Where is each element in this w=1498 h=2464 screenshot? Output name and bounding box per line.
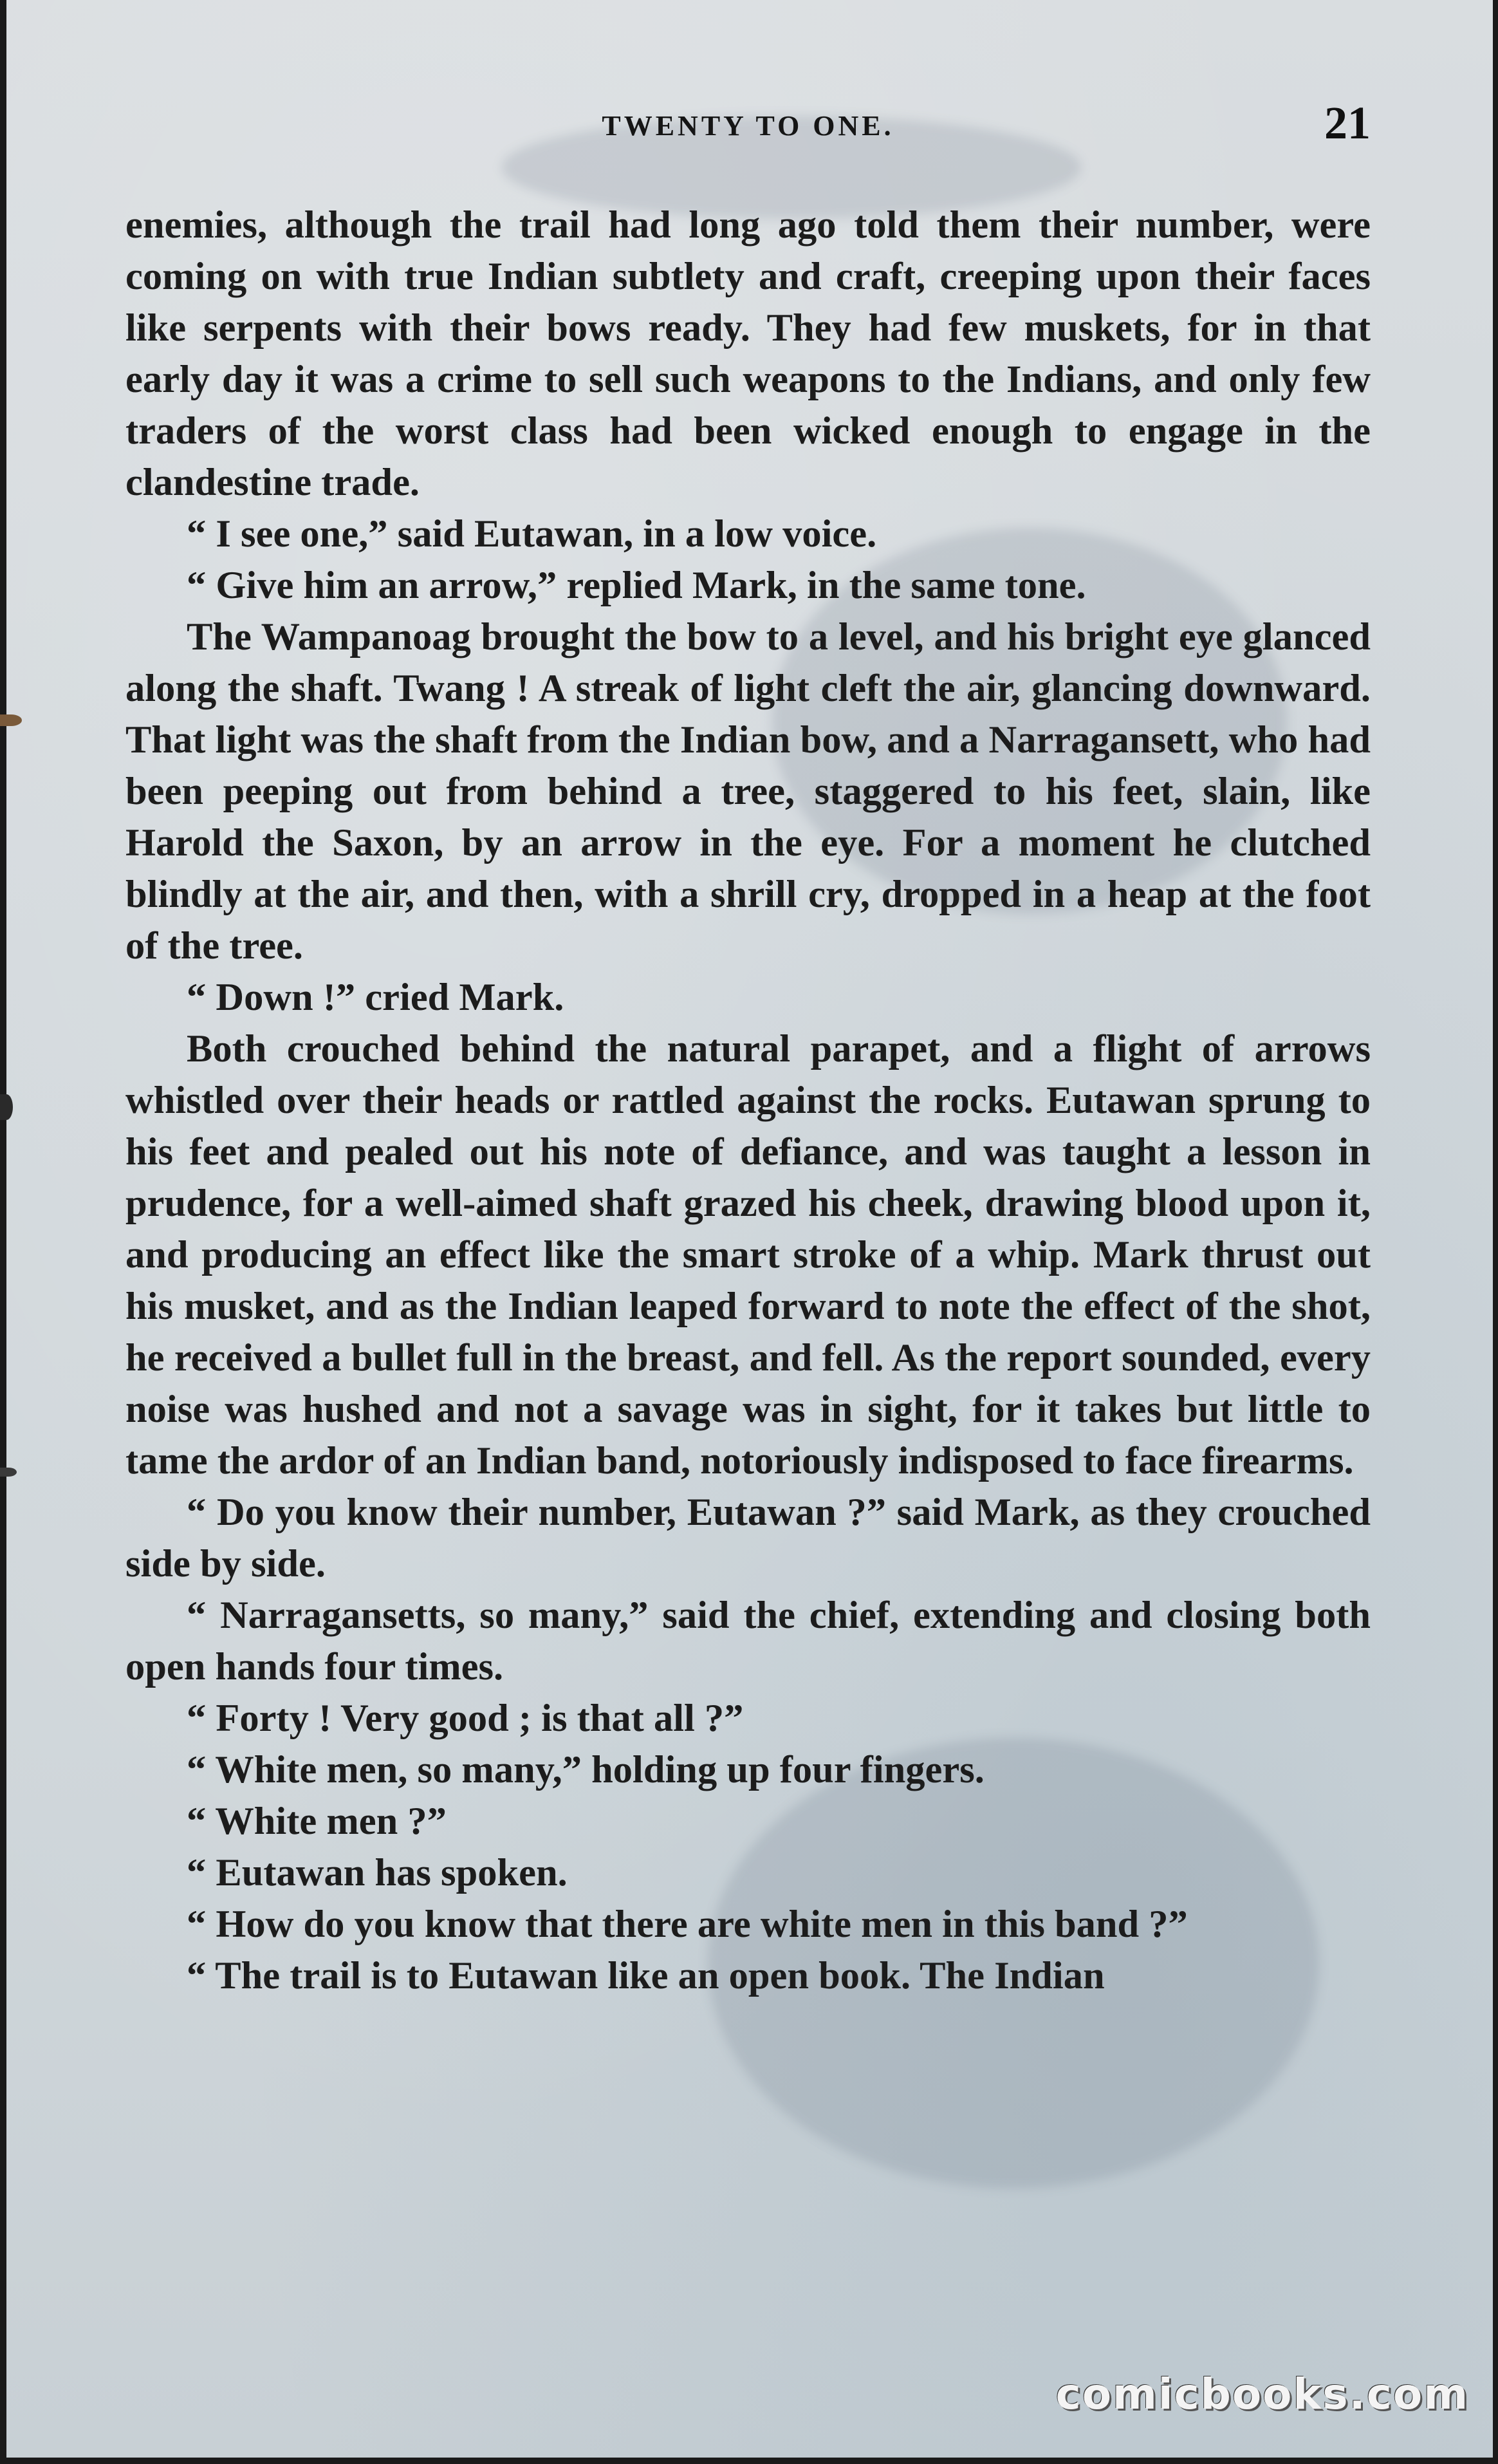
paragraph: “ Give him an arrow,” replied Mark, in the same tone. (187, 564, 1086, 607)
paragraph: “ Forty ! Very good ; is that all ?” (187, 1697, 744, 1740)
body-text (125, 200, 1371, 2002)
page-tear-mark (0, 1094, 13, 1120)
page-number: 21 (1324, 97, 1371, 149)
paragraph: The Wampanoag brought the bow to a level, and his bright eye glanced along the shaft. Twang ! A streak of light cleft the air, glancing downward. That light was the shaft from the Indian bow, and a Narragansett, who had been peeping out from behind a tree, staggered to his feet, slain, like Harold the Saxon, by an arrow in the eye. For a moment he clutched blindly at the air, and then, with a shrill cry, dropped in a heap at the foot of the tree. (125, 615, 1371, 967)
site-watermark: comicbooks.com (1055, 2369, 1469, 2419)
paragraph: “ White men ?” (187, 1800, 447, 1843)
page-tear-mark (0, 714, 22, 726)
paragraph: “ White men, so many,” holding up four fingers. (187, 1748, 985, 1791)
scan-edge-left (0, 0, 6, 2464)
paragraph: “ The trail is to Eutawan like an open book. The Indian (187, 1954, 1105, 1997)
running-head: TWENTY TO ONE. (602, 110, 894, 142)
paragraph: “ Do you know their number, Eutawan ?” said Mark, as they crouched side by side. (125, 1491, 1371, 1585)
scan-edge-bottom (0, 2458, 1498, 2464)
paragraph: “ Eutawan has spoken. (187, 1851, 568, 1894)
paragraph: enemies, although the trail had long ago told them their number, were coming on with true Indian subtlety and craft, creeping upon their faces like serpents with their bows ready. They had few muskets, for in that early day it was a crime to sell such weapons to the Indians, and only few traders of the worst class had been wicked enough to engage in the clandestine trade. (125, 203, 1371, 504)
scan-edge-right (1493, 0, 1498, 2464)
paragraph: “ Down !” cried Mark. (187, 976, 564, 1019)
paragraph: Both crouched behind the natural parapet, and a flight of arrows whistled over their heads or rattled against the rocks. Eutawan sprung to his feet and pealed out his note of defiance, and was taught a lesson in prudence, for a well-aimed shaft grazed his cheek, drawing blood upon it, and producing an effect like the smart stroke of a whip. Mark thrust out his musket, and as the Indian leaped forward to note the effect of the shot, he received a bullet full in the breast, and fell. As the report sounded, every noise was hushed and not a savage was in sight, for it takes but little to tame the ardor of an Indian band, notoriously indisposed to face firearms. (125, 1027, 1371, 1482)
paragraph: “ Narragansetts, so many,” said the chief, extending and closing both open hands four times. (125, 1594, 1371, 1688)
paragraph: “ I see one,” said Eutawan, in a low voice. (187, 512, 877, 555)
page-tear-mark (0, 1468, 17, 1477)
paragraph: “ How do you know that there are white men in this band ?” (187, 1903, 1188, 1946)
page-header (125, 97, 1371, 154)
